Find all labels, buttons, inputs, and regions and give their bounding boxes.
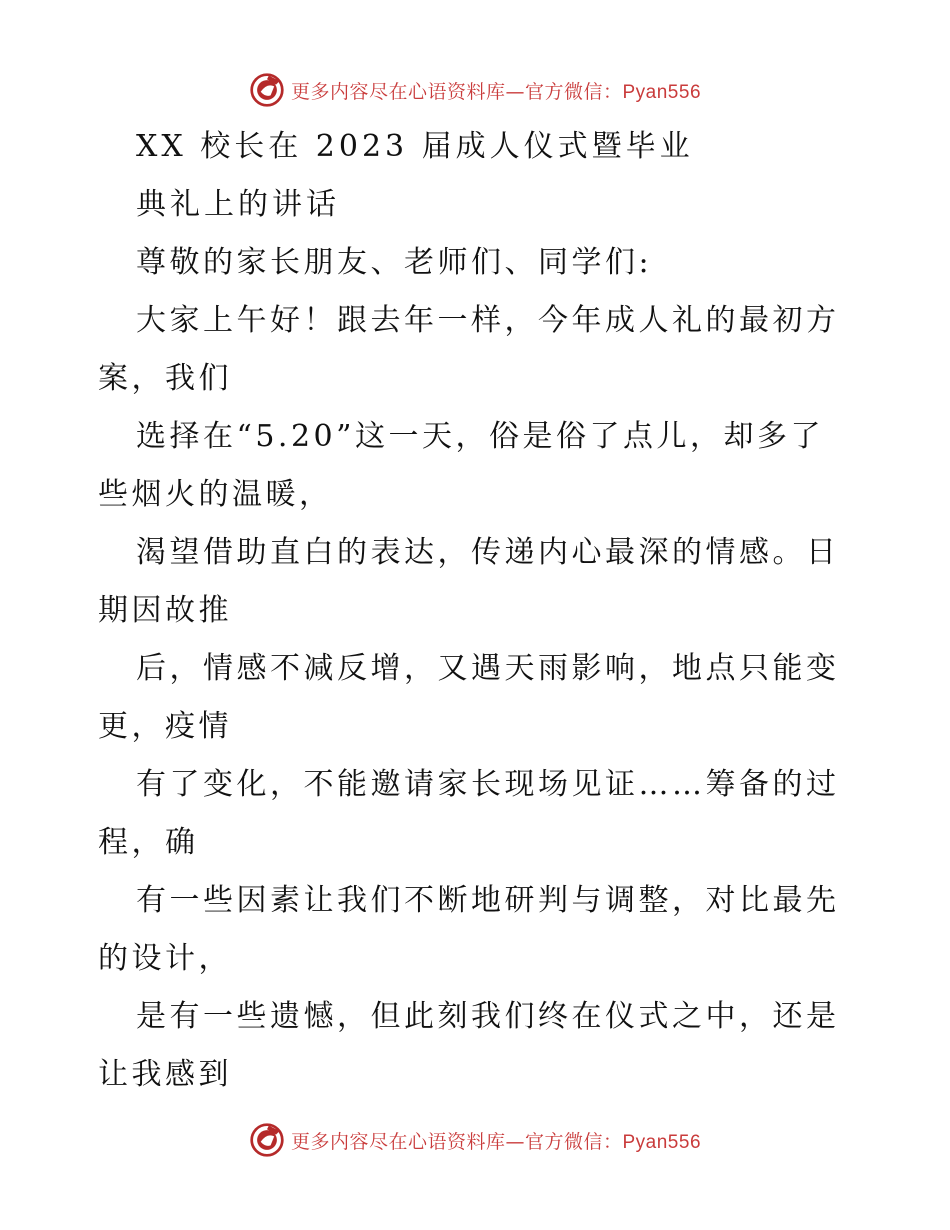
- title-line-2: 典礼上的讲话: [136, 187, 340, 222]
- paragraph-line: 案，我们: [98, 361, 232, 396]
- title-line-1: XX 校长在 2023 届成人仪式暨毕业: [136, 129, 694, 164]
- watermark-dash: —: [505, 1130, 525, 1153]
- watermark-slogan: 更多内容尽在心语资料库: [290, 1130, 506, 1153]
- paragraph-line: 大家上午好！跟去年一样，今年成人礼的最初方: [136, 303, 840, 338]
- watermark-account: Pyan556: [622, 81, 702, 103]
- seal-logo-icon: [249, 1122, 285, 1158]
- paragraph-line: 些烟火的温暖，: [98, 477, 333, 512]
- watermark-text: [291, 1127, 701, 1154]
- footer-watermark: [0, 1120, 950, 1160]
- paragraph-line: 选择在“5.20”这一天，俗是俗了点儿，却多了: [136, 419, 824, 454]
- paragraph-line: 渴望借助直白的表达，传递内心最深的情感。日: [136, 535, 840, 570]
- seal-logo-icon: [249, 72, 285, 108]
- header-watermark: [0, 70, 950, 110]
- paragraph-line: 是有一些遗憾，但此刻我们终在仪式之中，还是: [136, 999, 840, 1034]
- paragraph-line: 让我感到: [98, 1057, 232, 1092]
- document-body: [98, 118, 858, 1104]
- salutation: 尊敬的家长朋友、老师们、同学们:: [136, 245, 653, 280]
- watermark-account: Pyan556: [622, 1131, 702, 1153]
- paragraph-line: 程，确: [98, 825, 199, 860]
- watermark-slogan: 更多内容尽在心语资料库: [290, 80, 506, 103]
- watermark-wechat-label: 官方微信：: [524, 1130, 623, 1153]
- paragraph-line: 的设计，: [98, 941, 232, 976]
- paragraph-line: 后，情感不减反增，又遇天雨影响，地点只能变: [136, 651, 840, 686]
- watermark-wechat-label: 官方微信：: [524, 80, 623, 103]
- watermark-text: [291, 77, 701, 104]
- paragraph-line: 期因故推: [98, 593, 232, 628]
- paragraph-line: 有了变化，不能邀请家长现场见证……筹备的过: [136, 767, 840, 802]
- watermark-dash: —: [505, 80, 525, 103]
- paragraph-line: 有一些因素让我们不断地研判与调整，对比最先: [136, 883, 840, 918]
- paragraph-line: 更，疫情: [98, 709, 232, 744]
